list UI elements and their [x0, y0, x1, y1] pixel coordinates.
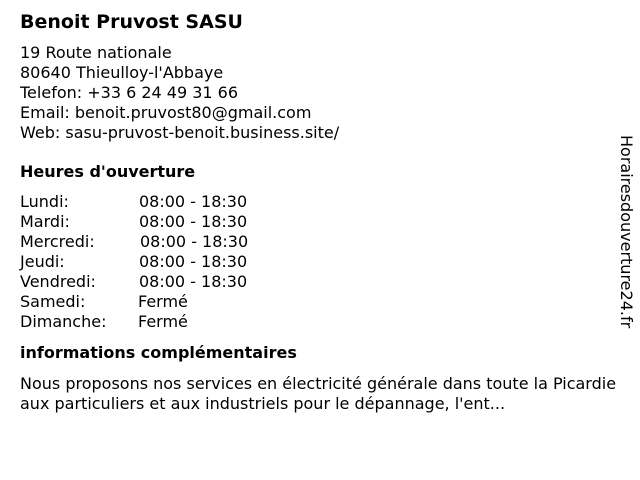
- hours-time: 08:00 - 18:30: [139, 252, 248, 271]
- hours-day: Dimanche:: [20, 312, 107, 331]
- hours-time: 08:00 - 18:30: [139, 272, 248, 291]
- street-address: 19 Route nationale: [20, 43, 172, 62]
- city-address: 80640 Thieulloy-l'Abbaye: [20, 63, 224, 82]
- hours-time: 08:00 - 18:30: [139, 212, 248, 231]
- hours-day: Mardi:: [20, 212, 70, 231]
- hours-day: Jeudi:: [20, 252, 65, 271]
- hours-day: Samedi:: [20, 292, 86, 311]
- hours-heading: Heures d'ouverture: [20, 162, 196, 181]
- hours-row-vendredi: [20, 272, 610, 292]
- info-heading: informations complémentaires: [20, 343, 297, 362]
- business-card: [20, 10, 617, 414]
- hours-time: Fermé: [138, 312, 188, 331]
- business-name: Benoit Pruvost SASU: [20, 11, 243, 33]
- email-line: Email: benoit.pruvost80@gmail.com: [20, 103, 312, 122]
- hours-time: Fermé: [138, 292, 188, 311]
- info-description: Nous proposons nos services en électricité générale dans toute la Picardie aux particuliers et aux industriels pour le dépannage, l'ent...: [20, 374, 617, 413]
- hours-row-jeudi: [20, 252, 610, 272]
- contact-block: [20, 43, 610, 143]
- hours-time: 08:00 - 18:30: [140, 232, 249, 251]
- hours-day: Mercredi:: [20, 232, 95, 251]
- hours-row-mercredi: [20, 232, 610, 252]
- hours-day: Lundi:: [20, 192, 69, 211]
- hours-row-samedi: [20, 292, 610, 312]
- hours-row-lundi: [20, 192, 610, 212]
- hours-time: 08:00 - 18:30: [139, 192, 248, 211]
- web-line: Web: sasu-pruvost-benoit.business.site/: [20, 123, 340, 142]
- phone-line: Telefon: +33 6 24 49 31 66: [20, 83, 239, 102]
- site-watermark: [612, 135, 636, 345]
- hours-row-dimanche: [20, 312, 610, 332]
- hours-table: [20, 192, 610, 332]
- hours-row-mardi: [20, 212, 610, 232]
- hours-day: Vendredi:: [20, 272, 96, 291]
- watermark-text: Horairesdouverture24.fr: [617, 135, 636, 329]
